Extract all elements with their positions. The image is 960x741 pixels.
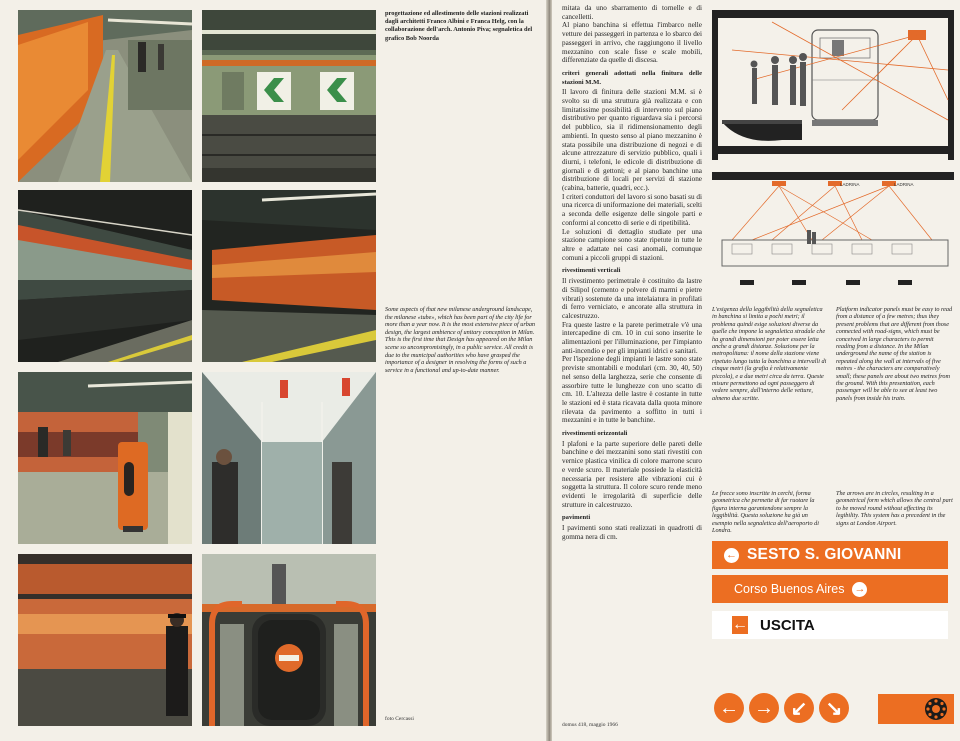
sign-uscita <box>712 611 948 639</box>
arrow-right-icon: → <box>854 583 866 595</box>
photo-man-platform <box>18 554 192 726</box>
photo-orange-bin-platform <box>18 372 192 544</box>
paragraph: Le soluzioni di dettaglio studiate per una stazione campione sono state ripetute in tutte le altre e adattate nei casi anomali, comunque comuni a piccoli gruppi di stazioni. <box>562 227 702 262</box>
section-heading: rivestimenti orizzontali <box>562 430 628 438</box>
caption-legibility-italian: L'esigenza della leggibilità della segnaletica in banchina si limita a pochi metri; il problema quindi esige soluzioni diverse da quelle che impone la segnaletica stradale che ha grandi dimensioni per poter essere letta anche a grandi distanze. Soluzione per la metropolitana: il nome della stazione viene ripetuto lungo tutta la banchina a intervalli di cinque metri (la grafia è relativamente piccola), e a due metri circa da terra. Queste misure permettono ad ogni passeggero di vedere sempre, dall'interno delle vetture, almeno due scritte. <box>712 306 827 402</box>
paragraph: Il rivestimento perimetrale è costituito da lastre di Silipol (cemento e polvere di marmi e pietre vibrati) sostenute da una intelaiatura in profilati di ferro verniciato, e ancorate alla struttura in calcestruzzo. <box>562 277 702 320</box>
diagram-label-2: LADRINA <box>894 182 914 187</box>
sign-corso-label: Corso Buenos Aires <box>734 582 845 596</box>
sign-corso-buenos-aires <box>712 575 948 603</box>
arrow-down-left-circle-icon: ↙ <box>784 693 814 723</box>
page-footer: domus 418, maggio 1966 <box>562 722 618 728</box>
paragraph: Il lavoro di finitura delle stazioni M.M. si è svolto su di una struttura già realizzata e con limitatissime possibilità di intervento sul piano distributivo per quanto riguardava sia i percorsi del pubblico, sia il ridimensionamento degli ambienti. In questo senso al piano mezzanino è stata possibile una distribuzione di negozi e di alcune attrezzature di servizio pubblico, quali i diurni, i telefoni, le edicole di distribuzione di giornali e di gettoni; e al piano banchine una distribuzione di locali per servizi di stazione (cabina, batterie, quadri, ecc.). <box>562 88 702 193</box>
paragraph: I criteri conduttori del lavoro si sono basati su di una ricerca di uniformazione dei materiali, scelti a seconda delle esigenze delle singole parti e conformi al concetto di serie e di ripetibilità. <box>562 192 702 227</box>
section-heading: pavimenti <box>562 514 591 522</box>
orange-panel-with-phone-dial <box>878 694 954 724</box>
arrow-down-right-circle-icon: ↘ <box>819 693 849 723</box>
paragraph: Al piano banchina si effettua l'imbarco nelle vetture dei passeggeri in partenza e lo sbarco dei passeggeri in arrivo, che raggiungono il livello mezzanino con scale fisse e scale mobili, differenziate da quelle di discesa. <box>562 21 702 65</box>
paragraph: I plafoni e la parte superiore delle pareti delle banchine e dei mezzanini sono stati rivestiti con vernice plastica vinilica di colore marrone scuro e verde scuro. Il materiale possiede la elasticità necessaria per resistere alle vibrazioni cui è soggetta la struttura. Il colore scuro rende meno evidenti le irregolarità di superficie delle strutture in calcestruzzo. <box>562 439 702 509</box>
caption-arrows-english: The arrows are in circles, resulting in a geometrical form which allows the central part to be moved round without affecting its legibility. This system has a precedent in the signs at London Airport. <box>836 490 953 527</box>
section-heading: rivestimenti verticali <box>562 267 621 275</box>
photo-platform-orange-wall <box>18 10 192 182</box>
caption-legibility-english: Platform indicator panels must be easy to read from a distance of a few metres; thus they present problems that are different from those connected with road-signs, which must be conceived in large characters to permit reading from a distance. In the Milan underground the name of the station is repeated along the wall at intervals of five metres - the characters are comparatively small; these panels are about two metres from the ground. With this presentation, each passenger will be able to see at least two panels from inside his train. <box>836 306 953 402</box>
arrow-left-icon: ← <box>726 549 737 561</box>
photo-turnstiles <box>202 554 376 726</box>
paragraph: Fra queste lastre e la parete perimetrale v'è una intercapedine di cm. 10 in cui sono inserite le alimentazioni per l'illuminazione, per l'impianto anti-incendio e per gli impianti idrici e sanitari. <box>562 320 702 355</box>
arrow-left-icon: ← <box>732 616 748 633</box>
paragraph: mitata da uno sbarramento di tornelle e di cancelletti. <box>562 4 702 21</box>
sign-sesto-san-giovanni <box>712 541 948 569</box>
paragraph: I pavimenti sono stati realizzati in quadrotti di gomma nera di cm. <box>562 524 702 541</box>
photo-station-green-signs <box>202 10 376 182</box>
arrow-right-circle-icon: → <box>749 693 779 723</box>
photo-credit: foto Cercassi <box>385 716 414 722</box>
caption-arrows-italian: Le frecce sono inscritte in cerchi, forma geometrica che permette di far ruotare la figura interna garantendone sempre la leggibilità. Questa soluzione ha già un esempio nella segnaletica dell'aeroporto di Londra. <box>712 490 819 535</box>
paragraph: Per l'ispezione degli impianti le lastre sono state previste smontabili e modulari (cm. 30, 40, 50) nel senso della larghezza, serie che consente di assorbire tutte le lunghezze con uno scatto di cm. 10. L'altezza delle lastre è costante in tutte le stazioni ed è stata ricavata dalla quota minore rilevata da pavimento a soffitto in tutti i mezzanini e in tutte le banchine. <box>562 355 702 425</box>
body-column <box>562 4 702 541</box>
right-page <box>552 0 960 741</box>
caption-english: Some aspects of that new milanese underground landscape, the milanese «tube», which has been part of the city life for more than a year now. It is the most extensive piece of urban design, the largest ambience of unitary conception in Milan. This is the first time that Design has appeared on the Milan scene so uncompromisingly, in a public service. All credit is due to the municipal authorities who have grasped the importance of a designer in resolving the forms of such a service in a functional and up-to-date manner. <box>385 306 536 374</box>
phone-dial-icon <box>878 694 954 724</box>
photo-train-motion-orange <box>202 190 376 362</box>
sign-uscita-label: USCITA <box>760 616 815 634</box>
photo-train-motion-tunnel <box>18 190 192 362</box>
sign-sesto-label: SESTO S. GIOVANNI <box>747 546 902 563</box>
diagram-station-section <box>712 10 954 160</box>
caption-credits-italian: progettazione ed allestimento delle stazioni realizzati dagli architetti Franco Albini e Franca Helg, con la collaborazione dell'arch. Antonio Piva; segnaletica del grafico Bob Noorda <box>385 10 533 42</box>
arrow-left-circle-icon: ← <box>714 693 744 723</box>
diagram-label-1: LADRINA <box>840 182 860 187</box>
diagram-plan-view <box>712 170 954 300</box>
photo-train-interior <box>202 372 376 544</box>
section-heading: criteri generali adottati nella finitura delle stazioni M.M. <box>562 69 702 86</box>
